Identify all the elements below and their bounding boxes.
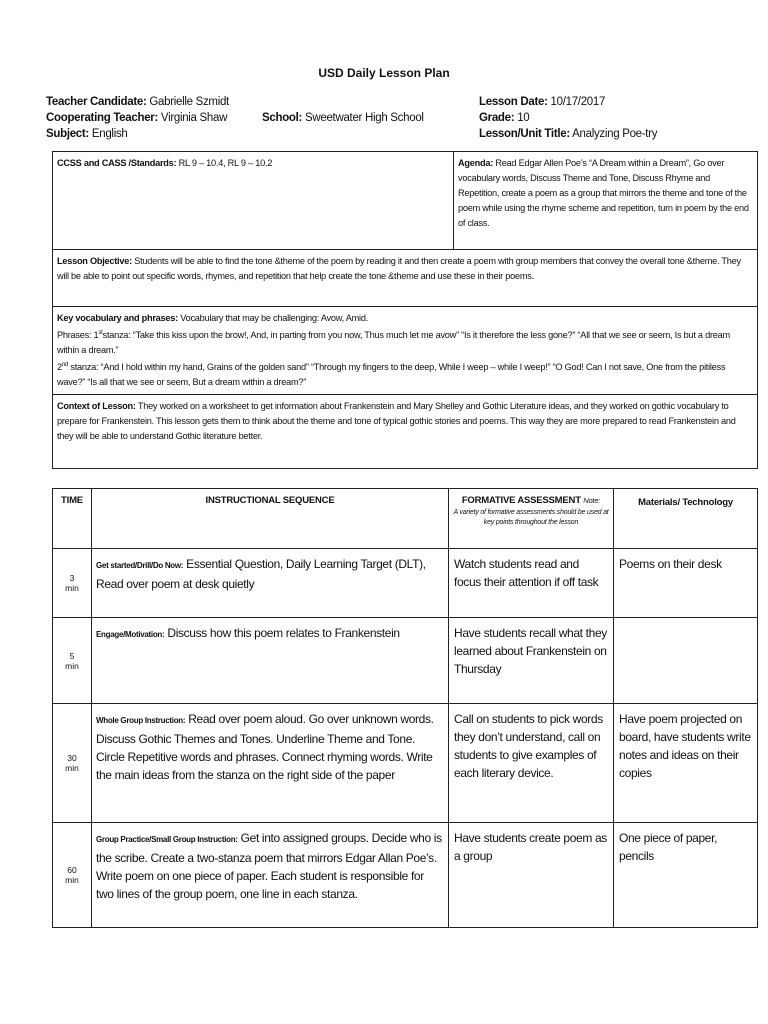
agenda-cell <box>454 152 758 250</box>
standards-cell <box>53 152 454 250</box>
agenda-label: Agenda: <box>458 158 493 168</box>
grade-value: 10 <box>517 112 530 124</box>
objective-row <box>53 250 758 307</box>
objective-cell <box>53 250 758 307</box>
materials-cell: Poems on their desk <box>614 549 758 618</box>
objective-label: Lesson Objective: <box>57 256 132 266</box>
materials-cell: Have poem projected on board, have students write notes and ideas on their copies <box>614 704 758 823</box>
sequence-row <box>53 618 758 704</box>
standards-value: RL 9 – 10.4, RL 9 – 10.2 <box>178 158 273 168</box>
vocabulary-value: Vocabulary that may be challenging: Avow, Amid. <box>180 313 368 323</box>
sequence-row <box>53 823 758 928</box>
objective-value: Students will be able to find the tone &theme of the poem by reading it and then create a poem with group members that convey the overall tone &theme. They will be able to point out specific words, rhymes, and repetition that help create the tone &theme and use these in their poems. <box>57 256 741 281</box>
instruction-cell <box>92 618 449 704</box>
instruction-text: Read over poem aloud. Go over unknown words. Discuss Gothic Themes and Tones. Underline Theme and Tone. Circle Repetitive words and phrases. Connect rhyming words. Write the main ideas from the stanza on the right side of the paper <box>96 712 434 782</box>
agenda-value: Read Edgar Allen Poe’s “A Dream within a Dream”, Go over vocabulary words, Discuss Theme and Tone, Discuss Rhyme and Repetition, create a poem as a group that mirrors the theme and tone of the poem while using the rhyme scheme and repetition, turn in poem by the end of class. <box>458 158 749 228</box>
lesson-date-value: 10/17/2017 <box>550 96 606 108</box>
phrases-prefix: Phrases: 1 <box>57 330 99 341</box>
instruction-label: Engage/Motivation: <box>96 630 165 639</box>
stanza-2-text: stanza: “And I hold within my hand, Grains of the golden sand” “Through my fingers to the deep, While I weep – while I weep!” “O God! Can I not save, One from the pitiless wave?” “Is all that we see or seem, But a dream within a dream?” <box>57 362 726 388</box>
cooperating-teacher-value: Virginia Shaw <box>160 112 228 124</box>
instruction-text: Essential Question, Daily Learning Target (DLT), Read over poem at desk quietly <box>96 557 426 591</box>
grade-label: Grade: <box>479 112 515 124</box>
time-value: 5 <box>69 650 75 661</box>
plan-table <box>52 151 758 469</box>
sequence-row <box>53 704 758 823</box>
context-cell <box>53 395 758 469</box>
teacher-candidate-label: Teacher Candidate: <box>46 96 147 108</box>
time-unit: min <box>65 763 79 773</box>
instruction-header: INSTRUCTIONAL SEQUENCE <box>92 489 449 549</box>
subject-value: English <box>91 128 128 140</box>
sequence-header-row <box>53 489 758 549</box>
grade-field <box>479 110 657 126</box>
teacher-candidate-field <box>46 94 229 110</box>
phrases-2-prefix: 2 <box>57 362 62 373</box>
phrases-stanza-1 <box>57 326 753 358</box>
time-header: TIME <box>53 489 92 549</box>
assessment-note: A variety of formative assessments should be used at key points throughout the lesson <box>453 509 609 526</box>
teacher-candidate-value: Gabrielle Szmidt <box>149 96 229 108</box>
assessment-header <box>449 489 614 549</box>
school-value: Sweetwater High School <box>304 112 424 124</box>
instruction-label: Get started/Drill/Do Now: <box>96 561 184 570</box>
instruction-text: Discuss how this poem relates to Frankenstein <box>167 626 400 640</box>
lesson-date-field <box>479 94 657 110</box>
instruction-label: Whole Group Instruction: <box>96 716 186 725</box>
assessment-cell: Have students create poem as a group <box>449 823 614 928</box>
assessment-header-title: FORMATIVE ASSESSMENT <box>461 495 581 506</box>
ordinal-1: st <box>98 330 103 336</box>
assessment-cell: Watch students read and focus their attention if off task <box>449 549 614 618</box>
school-label: School: <box>262 112 303 124</box>
header-left <box>46 94 229 142</box>
context-row <box>53 395 758 469</box>
lesson-date-label: Lesson Date: <box>479 96 548 108</box>
unit-title-value: Analyzing Poe-try <box>572 128 658 140</box>
context-label: Context of Lesson: <box>57 401 136 412</box>
time-unit: min <box>65 583 79 593</box>
context-value: They worked on a worksheet to get information about Frankenstein and Mary Shelley and Gothic Literature ideas, and they worked on gothic vocabulary to prepare for Frankenstein. This lesson gets them to think about the theme and tone of typical gothic stories and poems. This way they are more prepared to read Frankenstein and they will be able to understand Gothic literature better. <box>57 401 736 442</box>
time-cell <box>53 704 92 823</box>
phrases-stanza-2 <box>57 358 753 390</box>
standards-label: CCSS and CASS /Standards: <box>57 158 177 168</box>
ordinal-2: nd <box>61 362 69 369</box>
header-right <box>479 94 657 142</box>
cooperating-teacher-label: Cooperating Teacher: <box>46 112 158 124</box>
assessment-cell: Have students recall what they learned about Frankenstein on Thursday <box>449 618 614 704</box>
instruction-label: Group Practice/Small Group Instruction: <box>96 835 238 844</box>
time-cell <box>53 823 92 928</box>
vocabulary-cell <box>53 307 758 395</box>
assessment-note-label: Note: <box>583 496 601 505</box>
materials-cell <box>614 618 758 704</box>
school-field <box>262 110 424 126</box>
time-unit: min <box>65 875 79 885</box>
stanza-1-text: stanza: “Take this kiss upon the brow!, And, in parting from you now, Thus much let me avow” “Is it therefore the less gone?” “All that we see or seem, Is but a dream within a dream.” <box>57 330 730 356</box>
instruction-cell <box>92 549 449 618</box>
subject-label: Subject: <box>46 128 89 140</box>
instruction-text: Get into assigned groups. Decide who is the scribe. Create a two-stanza poem that mirrors Edgar Allan Poe’s. Write poem on one piece of paper. Each student is responsible for two lines of the group poem, one line in each stanza. <box>96 831 442 901</box>
vocabulary-row <box>53 307 758 395</box>
time-value: 60 <box>67 865 77 875</box>
sequence-row <box>53 549 758 618</box>
materials-cell: One piece of paper, pencils <box>614 823 758 928</box>
time-value: 30 <box>67 753 77 763</box>
instruction-cell <box>92 704 449 823</box>
assessment-cell: Call on students to pick words they don’t understand, call on students to give examples of each literary device. <box>449 704 614 823</box>
page-title: USD Daily Lesson Plan <box>318 66 450 80</box>
subject-field <box>46 126 229 142</box>
standards-agenda-row <box>53 152 758 250</box>
time-value: 3 <box>69 573 75 583</box>
unit-title-field <box>479 126 657 142</box>
time-cell <box>53 618 92 704</box>
instruction-cell <box>92 823 449 928</box>
cooperating-teacher-field <box>46 110 229 126</box>
vocabulary-label: Key vocabulary and phrases: <box>57 313 178 323</box>
vocabulary-line <box>57 311 753 326</box>
time-cell <box>53 549 92 618</box>
unit-title-label: Lesson/Unit Title: <box>479 128 570 140</box>
time-unit: min <box>65 660 79 671</box>
sequence-table <box>52 488 758 928</box>
materials-header: Materials/ Technology <box>614 489 758 549</box>
